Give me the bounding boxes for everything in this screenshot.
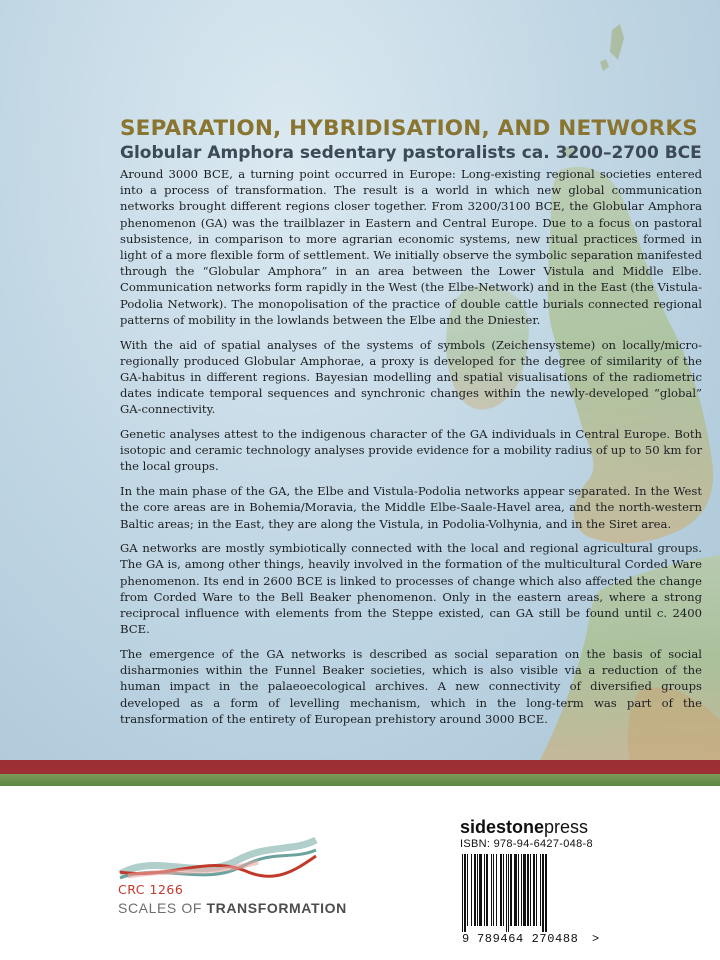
crc-name (118, 900, 347, 916)
barcode-bar (527, 854, 529, 926)
publisher-name-bold: sidestone (460, 817, 545, 837)
book-subtitle: Globular Amphora sedentary pastoralists ca. 3200–2700 BCE (120, 143, 702, 163)
barcode-bar (508, 854, 509, 932)
book-title: SEPARATION, HYBRIDISATION, AND NETWORKS (120, 116, 698, 141)
barcode-bar (530, 854, 531, 926)
blurb-paragraph: In the main phase of the GA, the Elbe and Vistula-Podolia networks appear separated. In the West the core areas are in Bohemia/Moravia, the Middle Elbe-Saale-Havel area, and the north-western Baltic areas; in the East, they are along the Vistula, in Podolia-Volhynia, and in the Siret area. (120, 484, 702, 531)
barcode-bar (500, 854, 502, 926)
barcode-bar (540, 854, 541, 926)
isbn: ISBN: 978-94-6427-048-8 (460, 838, 593, 850)
barcode-bar (477, 854, 478, 926)
barcode-bar (521, 854, 522, 926)
barcode-bar (486, 854, 488, 926)
barcode-bar (506, 854, 507, 932)
barcode-bar (503, 854, 504, 926)
publisher-name-light: press (544, 817, 589, 837)
barcode-bar (471, 854, 472, 926)
barcode-bar (542, 854, 544, 932)
barcode-first-digit: 9 (462, 932, 470, 946)
barcode-bar (464, 854, 466, 932)
barcode-bar (491, 854, 492, 926)
blurb-paragraph: Genetic analyses attest to the indigenous character of the GA individuals in Central Europe. Both isotopic and ceramic technology analyses provide evidence for a mobility radius of up to 50 km for the local groups. (120, 427, 702, 474)
blurb-paragraph: The emergence of the GA networks is described as social separation on the basis of social disharmonies within the Funnel Beaker societies, which is also visible via a reduction of the human impact in the palaeoecological archives. A new connectivity of diversified groups developed as a form of levelling mechanism, which in the long-term was part of the transformation of the entirety of European prehistory around 3000 BCE. (120, 646, 702, 726)
barcode-bar (474, 854, 476, 926)
crc-code: CRC 1266 (118, 882, 184, 897)
barcode-bar (514, 854, 517, 926)
barcode-digits: 789464 270488 (477, 932, 579, 946)
barcode-bar (462, 854, 463, 932)
barcode-bar (493, 854, 494, 926)
barcode-bar (518, 854, 519, 926)
blurb-paragraph: With the aid of spatial analyses of the systems of symbols (Zeichensysteme) on locally/micro-regionally produced Globular Amphorae, a proxy is developed for the degree of similarity of the GA-habitus in different regions. Bayesian modelling and spatial visualisations of the radiometric dates indicate temporal sequences and synchronic changes within the newly-developed “global” GA-connectivity. (120, 337, 702, 417)
divider-band-green (0, 774, 720, 786)
barcode-bar (533, 854, 535, 926)
barcode-bar (510, 854, 512, 926)
blurb-paragraph: GA networks are mostly symbiotically connected with the local and regional agricultural groups. The GA is, among other things, heavily involved in the formation of the multicultural Corded Ware phenomenon. Its end in 2600 BCE is linked to processes of change which also affected the change from Corded Ware to the Bell Beaker phenomenon. Only in the eastern areas, where a strong reciprocal influence with elements from the Steppe existed, can GA still be found until c. 2400 BCE. (120, 541, 702, 637)
barcode-bar (467, 854, 468, 926)
barcode-quiet-zone-mark: > (592, 932, 600, 946)
barcode-bar (496, 854, 497, 926)
barcode-bar (523, 854, 526, 926)
divider-band-red (0, 760, 720, 774)
crc-name-bold: TRANSFORMATION (206, 900, 347, 916)
publisher-name (460, 817, 588, 838)
crc-name-plain: SCALES OF (118, 900, 207, 916)
barcode-icon (460, 854, 588, 932)
barcode-bar (484, 854, 485, 926)
blurb-paragraph: Around 3000 BCE, a turning point occurred in Europe: Long-existing regional societies entered into a process of transformation. The result is a world in which new global communication networks brought different regions closer together. From 3200/3100 BCE, the Globular Amphora phenomenon (GA) was the trailblazer in Eastern and Central Europe. Due to a focus on pastoral subsistence, in comparison to more agrarian economic systems, new ritual practices formed in light of a more flexible form of settlement. We initially observe the symbolic separation manifested through the “Globular Amphora” in an area between the Lower Vistula and Middle Elbe. Communication networks form rapidly in the West (the Elbe-Network) and in the East (the Vistula-Podolia Network). The monopolisation of the practice of double cattle burials connected regional patterns of mobility in the lowlands between the Elbe and the Dniester. (120, 167, 702, 327)
barcode-bar (545, 854, 547, 932)
blurb (120, 166, 702, 736)
barcode-bar (536, 854, 537, 926)
barcode-bar (479, 854, 482, 926)
